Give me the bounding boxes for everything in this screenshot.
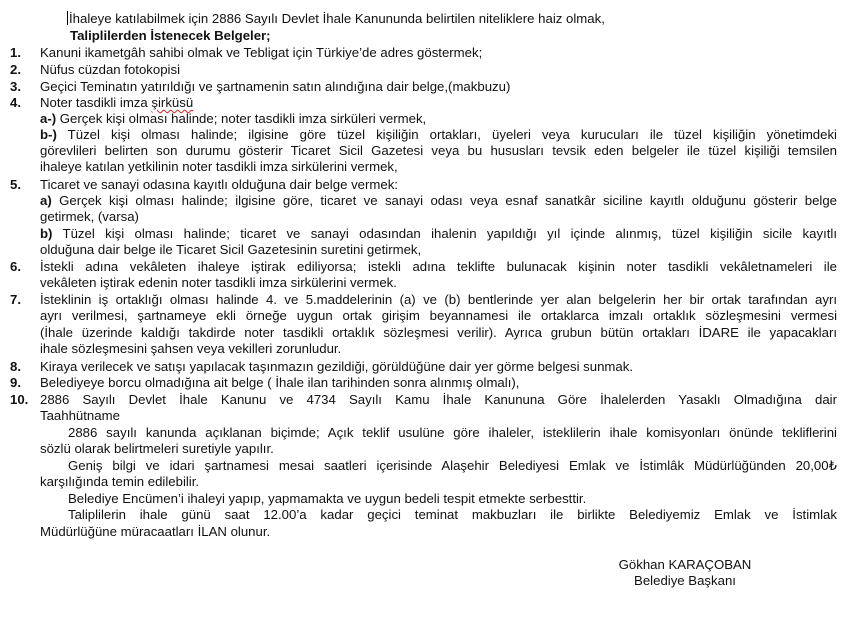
item-number-6: 6. bbox=[10, 259, 21, 274]
item-4-prefix: Noter tasdikli imza bbox=[40, 95, 152, 110]
item-4a-text bbox=[40, 111, 426, 127]
paragraph-1-line-1: 2886 sayılı kanunda açıklanan biçimde; Açık teklif usulüne göre ihaleler, isteklilerin ihale komisyonları önünde tekliflerini bbox=[68, 425, 837, 440]
sub-label-b: b-) bbox=[40, 127, 57, 142]
item-7-line-3: (İhale üzerinde kaldığı takdirde noter tasdikli ortaklık sözleşmesi verilir). Ayrıca grubun bütün ortakları İDARE ile yapacakları bbox=[40, 325, 837, 340]
sub-label-b: b) bbox=[40, 226, 53, 241]
section-heading bbox=[70, 28, 271, 44]
paragraph-1-line-2: sözlü olarak belirtmeleri suretiyle yapılır. bbox=[40, 441, 274, 456]
item-5-text: Ticaret ve sanayi odasına kayıtlı olduğuna dair belge vermek: bbox=[40, 177, 398, 192]
spellcheck-flagged-word[interactable]: şirküsü bbox=[151, 95, 194, 110]
item-number-10: 10. bbox=[10, 392, 29, 407]
item-10-line-2: Taahhütname bbox=[40, 408, 120, 423]
item-number-3: 3. bbox=[10, 79, 21, 94]
sub-text: Tüzel kişi olması halinde; ticaret ve sanayi odasından ihalenin yapıldığı yıl içinde alınmış, tüzel kişiliğin sicile kayıtlı bbox=[52, 226, 837, 241]
intro-line: İhaleye katılabilmek için 2886 Sayılı Devlet İhale Kanununda belirtilen niteliklere haiz olmak, bbox=[69, 11, 605, 26]
item-6-line-2: vekâleten iştirak edenin noter tasdikli imza sirkülerini vermek. bbox=[40, 275, 397, 290]
paragraph-2-line-2: karşılığında temin edilebilir. bbox=[40, 474, 200, 489]
item-3-text: Geçici Teminatın yatırıldığı ve şartnamenin satın alındığına dair belge,(makbuzu) bbox=[40, 79, 511, 94]
item-number-2: 2. bbox=[10, 62, 21, 77]
sub-text: Tüzel kişi olması halinde; ilgisine göre tüzel kişiliğin ortakları, üyeleri veya kurucuları ile tüzel kişiliğin yönetimdeki bbox=[56, 127, 837, 142]
item-number-9: 9. bbox=[10, 375, 21, 390]
item-4-text bbox=[40, 95, 193, 111]
item-10-line-1: 2886 Sayılı Devlet İhale Kanunu ve 4734 Sayılı Kamu İhale Kanununa Göre İhalelerden Yasaklı Olmadığına dair bbox=[40, 392, 837, 407]
item-number-5: 5. bbox=[10, 177, 21, 192]
sub-text: Gerçek kişi olması halinde; ilgisine göre, ticaret ve sanayi odası veya esnaf sanatkâr siciline kayıtlı olduğunu gösterir belge bbox=[51, 193, 837, 208]
signature-name: Gökhan KARAÇOBAN bbox=[618, 557, 752, 572]
item-7-line-4: ihale sözleşmesini şahsen veya vekilleri zorunludur. bbox=[40, 341, 342, 356]
sub-label-a: a) bbox=[40, 193, 52, 208]
paragraph-2-line-1: Geniş bilgi ve idari şartnamesi mesai saatleri içerisinde Alaşehir Belediyesi Emlak ve İstimlâk Müdürlüğünden 20,00₺ bbox=[68, 458, 837, 473]
item-number-4: 4. bbox=[10, 95, 21, 110]
item-8-text: Kiraya verilecek ve satışı yapılacak taşınmazın gezildiği, görüldüğüne dair yer görme belgesi sunmak. bbox=[40, 359, 633, 374]
paragraph-4-line-1: Taliplilerin ihale günü saat 12.00’a kadar geçici teminat makbuzları ile birlikte Belediyemiz Emlak ve İstimlak bbox=[68, 507, 837, 522]
item-6-line-1: İstekli adına vekâleten ihaleye iştirak ediliyorsa; istekli adına teklifte bulunacak kişinin noter tasdikli vekâletnameleri ile bbox=[40, 259, 837, 274]
item-5b-line-1 bbox=[40, 226, 837, 242]
sub-text: Gerçek kişi olması halinde; noter tasdikli imza sirküleri vermek, bbox=[56, 111, 427, 126]
sub-label-a: a-) bbox=[40, 111, 57, 126]
paragraph-3-line-1: Belediye Encümen’i ihaleyi yapıp, yapmamakta ve uygun bedeli tespit etmekte serbesttir. bbox=[68, 491, 587, 506]
item-2-text: Nüfus cüzdan fotokopisi bbox=[40, 62, 181, 77]
heading-text: Taliplilerden İstenecek Belgeler; bbox=[70, 28, 271, 43]
item-4b-line-1 bbox=[40, 127, 837, 143]
paragraph-4-line-2: Müdürlüğüne müracaatları İLAN olunur. bbox=[40, 524, 271, 539]
item-7-line-1: İsteklinin iş ortaklığı olması halinde 4. ve 5.maddelerinin (a) ve (b) bentlerinde yer alan belgelerin her bir ortak tarafından ayrı bbox=[40, 292, 837, 307]
signature-title: Belediye Başkanı bbox=[634, 573, 736, 588]
item-1-text: Kanuni ikametgâh sahibi olmak ve Tebligat için Türkiye’de adres göstermek; bbox=[40, 45, 483, 60]
item-5a-line-2: getirmek, (varsa) bbox=[40, 209, 139, 224]
item-4b-line-3: ihaleye katılan yetkilinin noter tasdikli imza sirkülerini vermek, bbox=[40, 159, 398, 174]
item-number-1: 1. bbox=[10, 45, 21, 60]
intro-text[interactable] bbox=[67, 11, 605, 27]
item-7-line-2: ayrı verilmesi, şartnameye ekli örneğe uygun ortak girişim beyannamesi ile ortaklarca imzalı ortaklık sözleşmesini vermesi bbox=[40, 308, 837, 323]
text-cursor bbox=[67, 11, 68, 25]
item-number-8: 8. bbox=[10, 359, 21, 374]
item-9-text: Belediyeye borcu olmadığına ait belge ( İhale ilan tarihinden sonra alınmış olmalı), bbox=[40, 375, 520, 390]
item-number-7: 7. bbox=[10, 292, 21, 307]
item-4b-line-2: görevlileri belirten son durumu gösterir Ticaret Sicil Gazetesi veya bu hususları tevsik eden belgeler ile tüzel kişiliği temsilen bbox=[40, 143, 837, 158]
item-5b-line-2: olduğuna dair belge ile Ticaret Sicil Gazetesinin suretini getirmek, bbox=[40, 242, 422, 257]
item-5a-line-1 bbox=[40, 193, 837, 209]
